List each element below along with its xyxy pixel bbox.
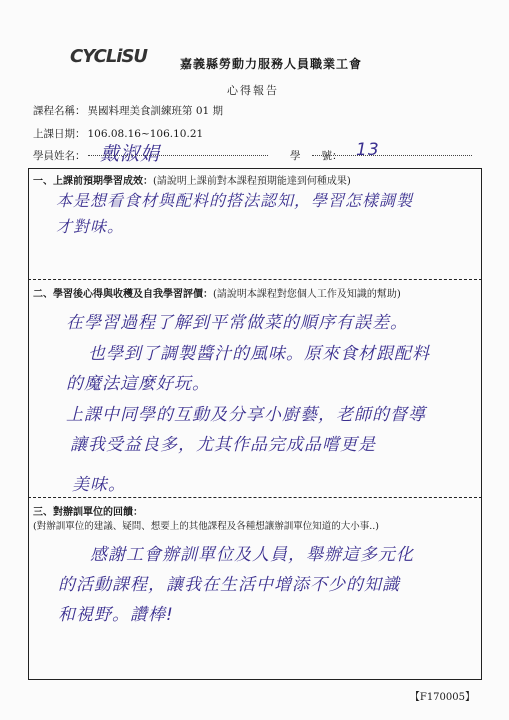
course-value: 異國料理美食訓練班第 01 期 xyxy=(87,105,224,117)
section2-line-1: 在學習過程了解到平常做菜的順序有誤差。 xyxy=(66,313,408,333)
form-code: 【F170005】 xyxy=(409,692,475,703)
section1-title xyxy=(33,172,351,187)
section3-line-3: 和視野。讚棒! xyxy=(58,605,174,625)
student-id-handwritten: 13 xyxy=(356,140,380,160)
date-label: 上課日期： xyxy=(33,128,86,140)
section3-title xyxy=(33,503,143,518)
name-underline xyxy=(88,155,268,156)
student-name-handwritten: 戴淑娟 xyxy=(100,143,161,165)
id-underline xyxy=(312,155,472,156)
date-value: 106.08.16~106.10.21 xyxy=(87,128,204,140)
course-label: 課程名稱： xyxy=(33,105,86,117)
organization-name: 嘉義縣勞動力服務人員職業工會 xyxy=(180,57,363,71)
section-divider-1 xyxy=(28,279,482,280)
section2-heading: 二、學習後心得與收穫及自我學習評價： xyxy=(33,289,213,300)
union-logo: CYCLiSU xyxy=(70,46,148,67)
id-label: 學 號： xyxy=(290,150,343,162)
section1-heading: 一、上課前預期學習成效： xyxy=(33,176,153,187)
section1-line-1: 本是想看食材與配料的搭法認知，學習怎樣調製 xyxy=(56,191,414,210)
name-label: 學員姓名： xyxy=(33,150,86,162)
section3-note: (對辦訓單位的建議、疑問、想要上的其他課程及各種想讓辦訓單位知道的大小事..) xyxy=(33,521,379,532)
report-title: 心得報告 xyxy=(227,84,279,97)
section2-line-2: 也學到了調製醬汁的風味。原來食材跟配料 xyxy=(88,344,430,364)
course-row xyxy=(33,103,223,118)
section3-heading: 三、對辦訓單位的回饋： xyxy=(33,507,143,518)
section2-line-4: 上課中同學的互動及分享小廚藝，老師的督導 xyxy=(66,405,426,425)
section3-line-1: 感謝工會辦訓單位及人員，舉辦這多元化 xyxy=(90,545,414,565)
name-row xyxy=(33,148,86,163)
section2-note: (請說明本課程對您個人工作及知識的幫助) xyxy=(213,289,401,300)
section2-line-6: 美味。 xyxy=(72,475,126,495)
section2-title xyxy=(33,285,401,300)
section3-line-2: 的活動課程，讓我在生活中增添不少的知識 xyxy=(58,575,400,595)
section-divider-2 xyxy=(28,497,482,498)
section1-note: (請說明上課前對本課程預期能達到何種成果) xyxy=(153,176,351,187)
section1-line-2: 才對味。 xyxy=(56,217,125,236)
section2-line-5: 讓我受益良多，尤其作品完成品嚐更是 xyxy=(70,435,376,455)
section2-line-3: 的魔法這麼好玩。 xyxy=(66,374,210,394)
